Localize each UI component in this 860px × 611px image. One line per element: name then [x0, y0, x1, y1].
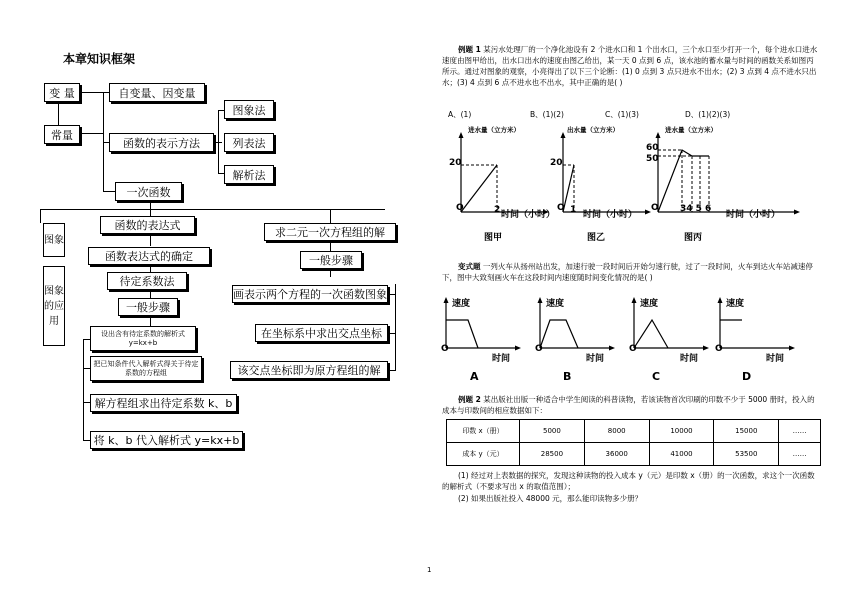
node-buzhou1: 一般步骤 [118, 298, 178, 316]
example1-text: 例题 1 某污水处理厂的一个净化池设有 2 个进水口和 1 个出水口，三个水口至少打开一个，每个进水口进水速度由图甲给出，出水口出水的速度由图乙给出，某一天 0 点到 6 点，该水池的蓄水量与时间的函数关系如图丙所示。通过对图象的观察，小亮得出了以下三个论断：(1) 0 点到 3 点只进水不出水；(2) 3 点到 4 点不进水只出水；(3) 4 点到 6 点不进水也不出水，其中正确的是( ) [442, 45, 818, 87]
node-liebiao-fa: 列表法 [224, 133, 274, 152]
node-erjie: 求二元一次方程组的解 [264, 223, 396, 241]
node-buzhou2: 一般步骤 [300, 251, 362, 269]
node-daijin: 把已知条件代入解析式得关于待定系数的方程组 [90, 356, 202, 381]
node-changliang: 常量 [44, 125, 80, 144]
ex1-option-c: C、(1)(3) [605, 110, 639, 119]
node-qiujiao: 在坐标系中求出交点坐标 [255, 324, 388, 342]
node-jiexi-fa: 解析法 [224, 165, 274, 184]
table-row: 印数 x（册） 5000 8000 10000 15000 …… [447, 420, 821, 443]
node-bianliang: 变 量 [44, 83, 80, 102]
page-number: 1 [427, 566, 432, 574]
ex1-option-a: A、(1) [448, 110, 472, 119]
example2-text: 例题 2 某出版社出版一种适合中学生阅读的科普读物，若该读物首次印刷的印数不少于 5000 册时，投入的成本与印数间的相应数据如下： [442, 395, 815, 415]
node-jiefang: 解方程组求出待定系数 k、b [90, 394, 237, 412]
variant-text: 变式题 一列火车从扬州站出发，加速行驶一段时间后开始匀速行驶，过了一段时间，火车到达火车站减速停下，图中大致刻画火车在这段时间内速度随时间变化情况的是( ) [442, 262, 813, 282]
ex1-option-d: D、(1)(2)(3) [685, 110, 731, 119]
node-huachu: 画表示两个方程的一次函数图象 [232, 285, 388, 303]
node-biaoshi: 函数的表示方法 [109, 133, 214, 152]
node-queding: 函数表达式的确定 [88, 247, 210, 265]
node-shechu: 设出含有待定系数的解析式 y=kx+b [90, 326, 196, 351]
ex1-option-b: B、(1)(2) [530, 110, 564, 119]
table-row: 成本 y（元） 28500 36000 41000 53500 …… [447, 443, 821, 466]
cost-table [446, 419, 821, 466]
page-title: 本章知识框架 [63, 52, 136, 66]
node-biaodashi: 函数的表达式 [100, 216, 195, 234]
node-tuxiang: 图象 [43, 223, 65, 257]
question-2: (2) 如果出版社投入 48000 元，那么能印读物多少册？ [458, 494, 643, 503]
node-zibianliang: 自变量、因变量 [109, 83, 205, 102]
node-tuxiang-yingyong: 图象的应用 [43, 266, 65, 346]
node-jiaodian: 该交点坐标即为原方程组的解 [230, 361, 388, 379]
question-1: (1) 经过对上表数据的探究，发现这种读物的投入成本 y（元）是印数 x（册）的一次函数，求这个一次函数的解析式（不要求写出 x 的取值范围）； [442, 471, 815, 491]
node-daihui: 将 k、b 代入解析式 y=kx+b [90, 431, 243, 449]
node-yici: 一次函数 [115, 182, 182, 201]
node-tuxiang-fa: 图象法 [224, 100, 274, 119]
node-daiding: 待定系数法 [107, 272, 187, 290]
